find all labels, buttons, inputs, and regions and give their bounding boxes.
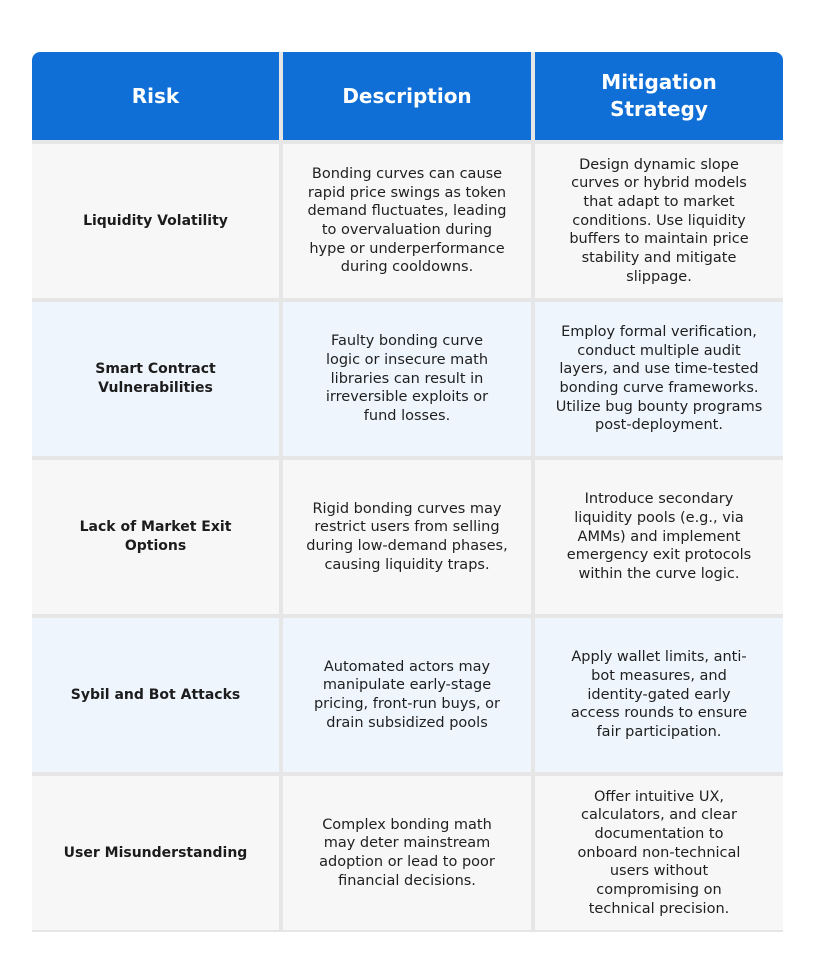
table-row [32,618,783,772]
mitigation-cell: Introduce secondary liquidity pools (e.g., via AMMs) and implement emergency exit protocols within the curve logic. [535,460,783,614]
mitigation-cell: Design dynamic slope curves or hybrid models that adapt to market conditions. Use liquidity buffers to maintain price stability and mitigate slippage. [535,144,783,298]
risk-cell: Smart Contract Vulnerabilities [32,302,279,456]
mitigation-cell: Employ formal verification, conduct multiple audit layers, and use time-tested bonding curve frameworks. Utilize bug bounty programs post-deployment. [535,302,783,456]
description-cell: Automated actors may manipulate early-stage pricing, front-run buys, or drain subsidized pools [283,618,531,772]
table-row [32,144,783,298]
description-cell: Faulty bonding curve logic or insecure math libraries can result in irreversible exploits or fund losses. [283,302,531,456]
risk-cell: Liquidity Volatility [32,144,279,298]
header-mitigation-strategy: Mitigation Strategy [535,52,783,140]
description-cell: Rigid bonding curves may restrict users from selling during low-demand phases, causing liquidity traps. [283,460,531,614]
table-row [32,776,783,930]
table-row [32,302,783,456]
header-description: Description [283,52,531,140]
risk-cell: Sybil and Bot Attacks [32,618,279,772]
risk-cell: User Misunderstanding [32,776,279,930]
header-risk: Risk [32,52,279,140]
risk-cell: Lack of Market Exit Options [32,460,279,614]
table-row [32,460,783,614]
mitigation-cell: Offer intuitive UX, calculators, and clear documentation to onboard non-technical users without compromising on technical precision. [535,776,783,930]
table-header-row [32,52,783,140]
mitigation-cell: Apply wallet limits, anti-bot measures, and identity-gated early access rounds to ensure fair participation. [535,618,783,772]
risk-table [32,52,783,932]
description-cell: Complex bonding math may deter mainstream adoption or lead to poor financial decisions. [283,776,531,930]
description-cell: Bonding curves can cause rapid price swings as token demand fluctuates, leading to overvaluation during hype or underperformance during cooldowns. [283,144,531,298]
